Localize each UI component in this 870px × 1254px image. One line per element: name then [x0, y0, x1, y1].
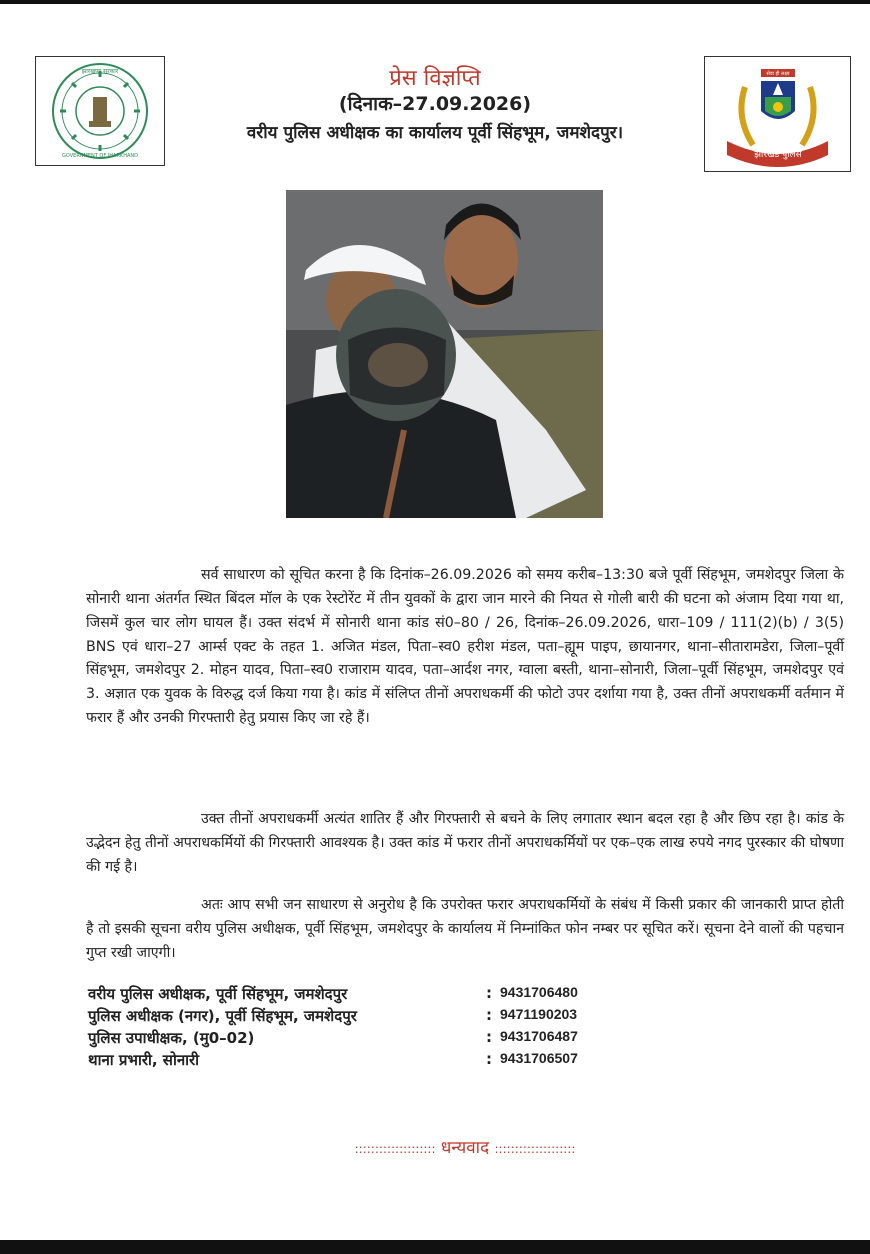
contact-separator: :: [486, 1006, 492, 1024]
contact-phone[interactable]: 9431706507: [500, 1050, 578, 1066]
decorative-dots-left: ::::::::::::::::::::: [354, 1142, 436, 1156]
jharkhand-government-emblem-icon: [36, 57, 164, 165]
top-border: [0, 0, 870, 4]
jharkhand-government-logo: [35, 56, 165, 166]
thanks-footer: [330, 1135, 600, 1158]
public-appeal-paragraph: अतः आप सभी जन साधारण से अनुरोध है कि उपरोक्त फरार अपराधकर्मियों के संबंध में किसी प्रकार की जानकारी प्राप्त होती है तो इसकी सूचना वरीय पुलिस अधीक्षक, पूर्वी सिंहभूम, जमशेदपुर के कार्यालय में निम्नांकित फोन नम्बर पर सूचित करें। सूचना देने वालों की पहचान गुप्त रखी जाएगी।: [86, 897, 844, 961]
contact-separator: :: [486, 984, 492, 1002]
contact-separator: :: [486, 1028, 492, 1046]
contact-phone[interactable]: 9431706480: [500, 984, 578, 1000]
bottom-border: [0, 1240, 870, 1254]
decorative-dots-right: ::::::::::::::::::::: [494, 1142, 576, 1156]
press-release-date: (दिनाक–27.09.2026): [338, 93, 532, 115]
contact-row: [88, 984, 648, 1006]
contact-list: [88, 984, 648, 1072]
thanks-text: धन्यवाद: [440, 1138, 490, 1158]
contact-title: थाना प्रभारी, सोनारी: [88, 1051, 200, 1069]
contact-title: वरीय पुलिस अधीक्षक, पूर्वी सिंहभूम, जमशेदपुर: [88, 985, 348, 1003]
contact-phone[interactable]: 9471190203: [500, 1006, 578, 1022]
police-motto: सेवा ही लक्ष्य: [766, 71, 790, 77]
police-banner-text: झारखंड पुलिस: [754, 150, 802, 160]
contact-phone[interactable]: 9431706487: [500, 1028, 578, 1044]
jharkhand-police-emblem-icon: [705, 57, 850, 171]
contact-row: [88, 1006, 648, 1028]
logo-left-top-text: झारखण्ड सरकार: [81, 68, 119, 75]
contact-row: [88, 1028, 648, 1050]
contact-separator: :: [486, 1050, 492, 1068]
contact-row: [88, 1050, 648, 1072]
contact-title: पुलिस अधीक्षक (नगर), पूर्वी सिंहभूम, जमशेदपुर: [88, 1007, 357, 1025]
contact-title: पुलिस उपाधीक्षक, (मु0–02): [88, 1029, 255, 1047]
page-title: प्रेस विज्ञप्ति: [389, 66, 481, 91]
office-name: वरीय पुलिस अधीक्षक का कार्यालय पूर्वी सिंहभूम, जमशेदपुर।: [246, 123, 624, 143]
incident-description-paragraph: सर्व साधारण को सूचित करना है कि दिनांक–26.09.2026 को समय करीब–13:30 बजे पूर्वी सिंहभूम, जमशेदपुर जिला के सोनारी थाना अंतर्गत स्थित बिंदल मॉल के एक रेस्टोरेंट में तीन युवकों के द्वारा जान मारने की नियत से गोली बारी की घटना को अंजाम दिया गया था, जिसमें कुल चार लोग घायल हैं। उक्त संदर्भ में सोनारी थाना कांड सं0–80 / 26, दिनांक–26.09.2026, धारा–109 / 111(2)(b) / 3(5) BNS एवं धारा–27 आर्म्स एक्ट के तहत 1. अजित मंडल, पिता–स्व0 हरीश मंडल, पता–ह्यूम पाइप, छायानगर, थाना–सीतारामडेरा, जिला–पूर्वी सिंहभूम, जमशेदपुर 2. मोहन यादव, पिता–स्व0 राजाराम यादव, पता–आर्दश नगर, ग्वाला बस्ती, थाना–सोनारी, जिला–पूर्वी सिंहभूम, जमशेदपुर एवं 3. अज्ञात एक युवक के विरुद्ध दर्ज किया गया है। कांड में संलिप्त तीनों अपराधकर्मी की फोटो उपर दर्शाया गया है, उक्त तीनों अपराधकर्मी वर्तमान में फरार हैं और उनकी गिरफ्तारी हेतु प्रयास किए जा रहे हैं।: [86, 567, 844, 726]
reward-announcement-paragraph: उक्त तीनों अपराधकर्मी अत्यंत शातिर हैं और गिरफ्तारी से बचने के लिए लगातार स्थान बदल रहा है और छिप रहा है। कांड के उद्भेदन हेतु तीनों अपराधकर्मियों की गिरफ्तारी आवश्यक है। उक्त कांड में फरार तीनों अपराधकर्मियों पर एक–एक लाख रुपये नगद पुरस्कार की घोषणा की गई है।: [86, 811, 844, 875]
jharkhand-police-logo: [704, 56, 851, 172]
logo-left-bottom-text: GOVERNMENT OF JHARKHAND: [62, 153, 138, 159]
suspects-photo: [286, 190, 603, 518]
